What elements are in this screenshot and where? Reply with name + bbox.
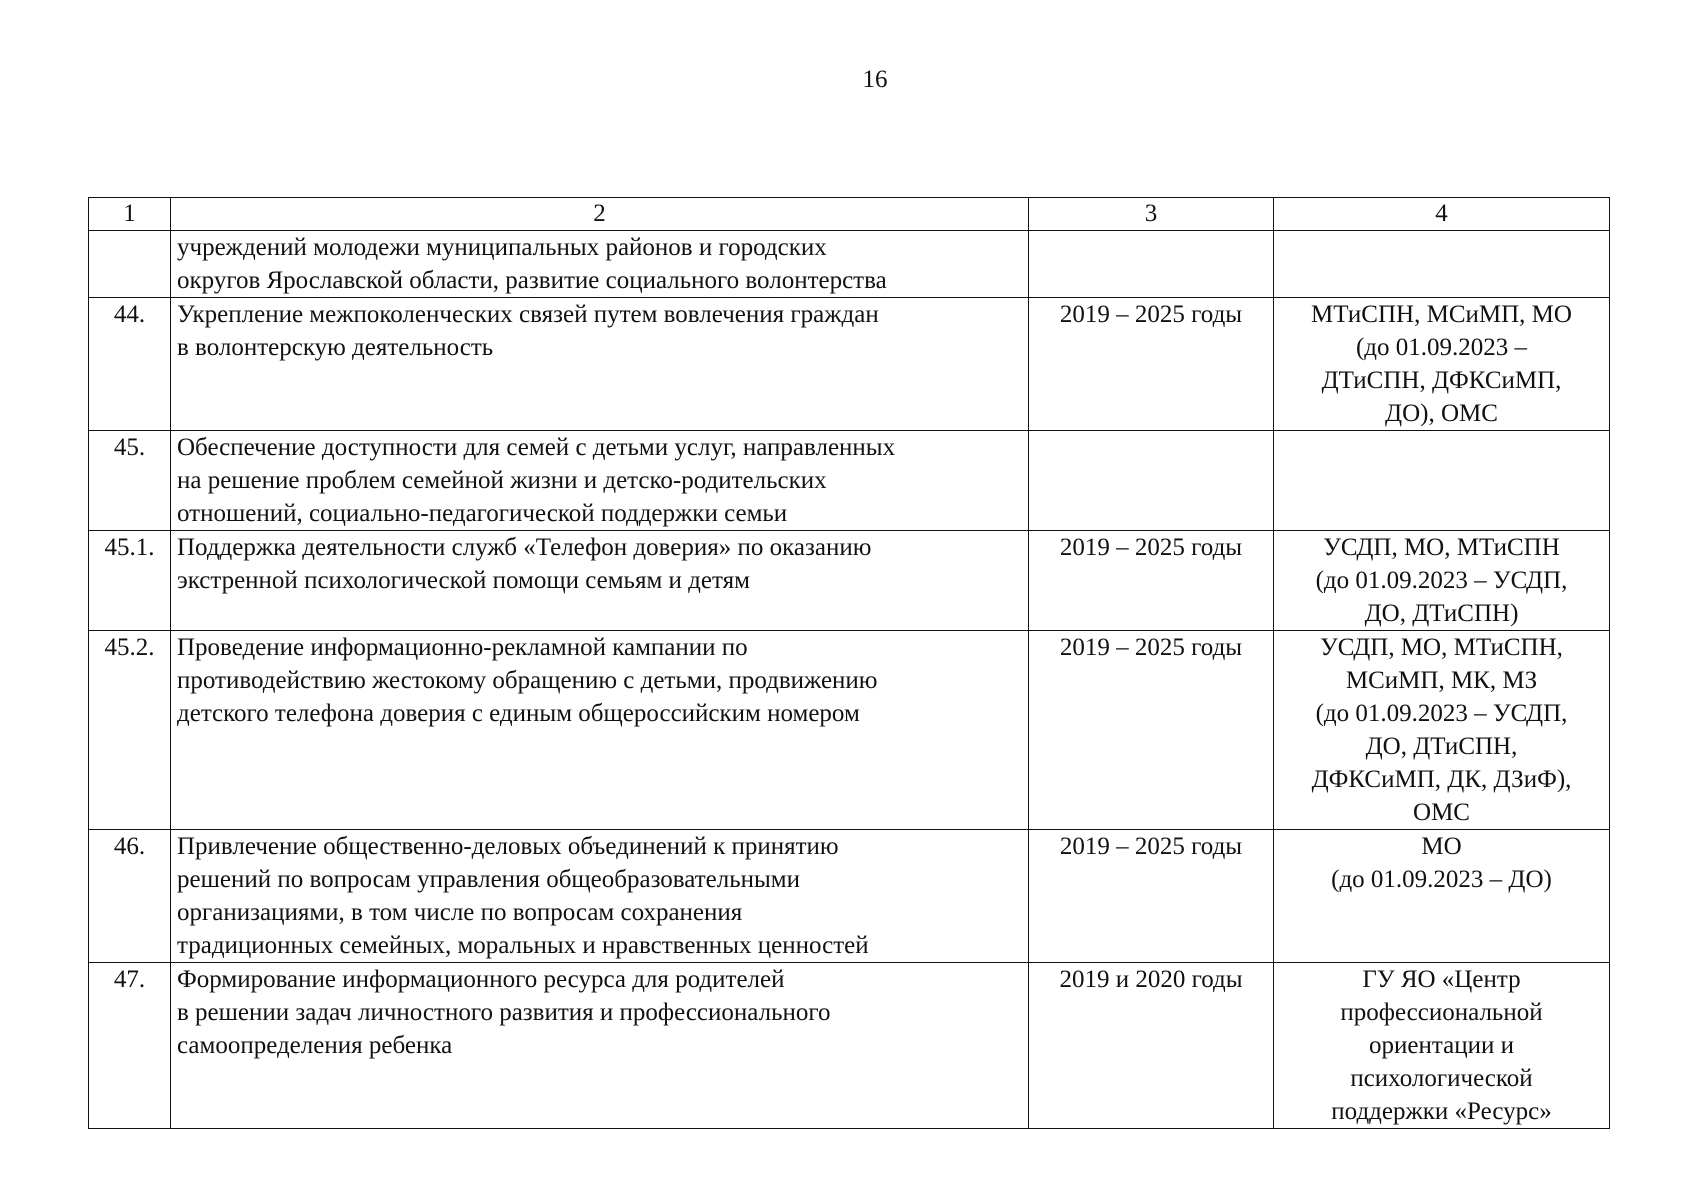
item-number: 45. <box>89 431 171 531</box>
item-number: 45.1. <box>89 531 171 631</box>
activities-table <box>88 197 1610 1129</box>
item-executors <box>1274 531 1610 631</box>
executor-line: психологической <box>1350 1065 1533 1092</box>
description-line: Обеспечение доступности для семей с детьми услуг, направленных <box>177 434 896 461</box>
description-line: самоопределения ребенка <box>177 1032 453 1059</box>
item-description <box>171 431 1029 531</box>
item-executors <box>1274 231 1610 298</box>
page-number: 16 <box>862 66 888 93</box>
executor-line: ГУ ЯО «Центр <box>1362 966 1521 993</box>
executor-line: МТиСПН, МСиМП, МО <box>1311 301 1572 328</box>
item-executors <box>1274 431 1610 531</box>
description-line: противодействию жестокому обращению с детьми, продвижению <box>177 667 878 694</box>
executor-line: (до 01.09.2023 – <box>1355 334 1528 361</box>
item-description <box>171 531 1029 631</box>
item-executors <box>1274 631 1610 830</box>
executor-line: ДО, ДТиСПН, <box>1365 733 1518 760</box>
executor-line: ДФКСиМП, ДК, ДЗиФ), <box>1311 766 1572 793</box>
item-description <box>171 631 1029 830</box>
item-description <box>171 830 1029 963</box>
column-header-4: 4 <box>1274 198 1610 231</box>
item-executors <box>1274 298 1610 431</box>
description-line: Поддержка деятельности служб «Телефон доверия» по оказанию <box>177 534 872 561</box>
description-line: в решении задач личностного развития и профессионального <box>177 999 831 1026</box>
executor-line: (до 01.09.2023 – УСДП, <box>1315 700 1568 727</box>
item-term: 2019 – 2025 годы <box>1029 631 1274 830</box>
item-term <box>1029 231 1274 298</box>
item-description <box>171 231 1029 298</box>
description-line: Привлечение общественно-деловых объединений к принятию <box>177 833 839 860</box>
executor-line: поддержки «Ресурс» <box>1331 1098 1552 1125</box>
description-line: на решение проблем семейной жизни и детско-родительских <box>177 467 827 494</box>
item-number: 45.2. <box>89 631 171 830</box>
table-row <box>89 231 1610 298</box>
item-description <box>171 298 1029 431</box>
description-line: решений по вопросам управления общеобразовательными <box>177 866 800 893</box>
item-number: 47. <box>89 963 171 1129</box>
description-line: Укрепление межпоколенческих связей путем вовлечения граждан <box>177 301 879 328</box>
table-header-row <box>89 198 1610 231</box>
description-line: экстренной психологической помощи семьям и детям <box>177 567 750 594</box>
item-executors <box>1274 963 1610 1129</box>
item-term: 2019 – 2025 годы <box>1029 298 1274 431</box>
executor-line: ДТиСПН, ДФКСиМП, <box>1321 367 1562 394</box>
table-row <box>89 631 1610 830</box>
executor-line: профессиональной <box>1340 999 1543 1026</box>
description-line: Формирование информационного ресурса для родителей <box>177 966 785 993</box>
item-executors <box>1274 830 1610 963</box>
description-line: детского телефона доверия с единым общероссийским номером <box>177 700 860 727</box>
description-line: Проведение информационно-рекламной кампании по <box>177 634 748 661</box>
executor-line: ДО, ДТиСПН) <box>1364 600 1519 627</box>
executor-line: ДО), ОМС <box>1385 400 1498 427</box>
table-row <box>89 298 1610 431</box>
table-row <box>89 830 1610 963</box>
executor-line: (до 01.09.2023 – УСДП, <box>1315 567 1568 594</box>
executor-line: МО <box>1421 833 1462 860</box>
description-line: организациями, в том числе по вопросам сохранения <box>177 899 743 926</box>
item-term: 2019 – 2025 годы <box>1029 531 1274 631</box>
table-row <box>89 963 1610 1129</box>
table-row <box>89 431 1610 531</box>
executor-line: УСДП, МО, МТиСПН, <box>1320 634 1563 661</box>
executor-line: УСДП, МО, МТиСПН <box>1323 534 1560 561</box>
item-number <box>89 231 171 298</box>
executor-line: ОМС <box>1413 799 1470 826</box>
executor-line: ориентации и <box>1369 1032 1514 1059</box>
executor-line: (до 01.09.2023 – ДО) <box>1331 866 1552 893</box>
item-description <box>171 963 1029 1129</box>
description-line: в волонтерскую деятельность <box>177 334 494 361</box>
item-number: 44. <box>89 298 171 431</box>
item-term: 2019 и 2020 годы <box>1029 963 1274 1129</box>
table-row <box>89 531 1610 631</box>
description-line: отношений, социально-педагогической поддержки семьи <box>177 500 788 527</box>
description-line: округов Ярославской области, развитие социального волонтерства <box>177 267 887 294</box>
column-header-2: 2 <box>171 198 1029 231</box>
column-header-1: 1 <box>89 198 171 231</box>
item-term <box>1029 431 1274 531</box>
description-line: традиционных семейных, моральных и нравственных ценностей <box>177 932 869 959</box>
item-number: 46. <box>89 830 171 963</box>
description-line: учреждений молодежи муниципальных районов и городских <box>177 234 827 261</box>
executor-line: МСиМП, МК, МЗ <box>1345 667 1538 694</box>
item-term: 2019 – 2025 годы <box>1029 830 1274 963</box>
column-header-3: 3 <box>1029 198 1274 231</box>
